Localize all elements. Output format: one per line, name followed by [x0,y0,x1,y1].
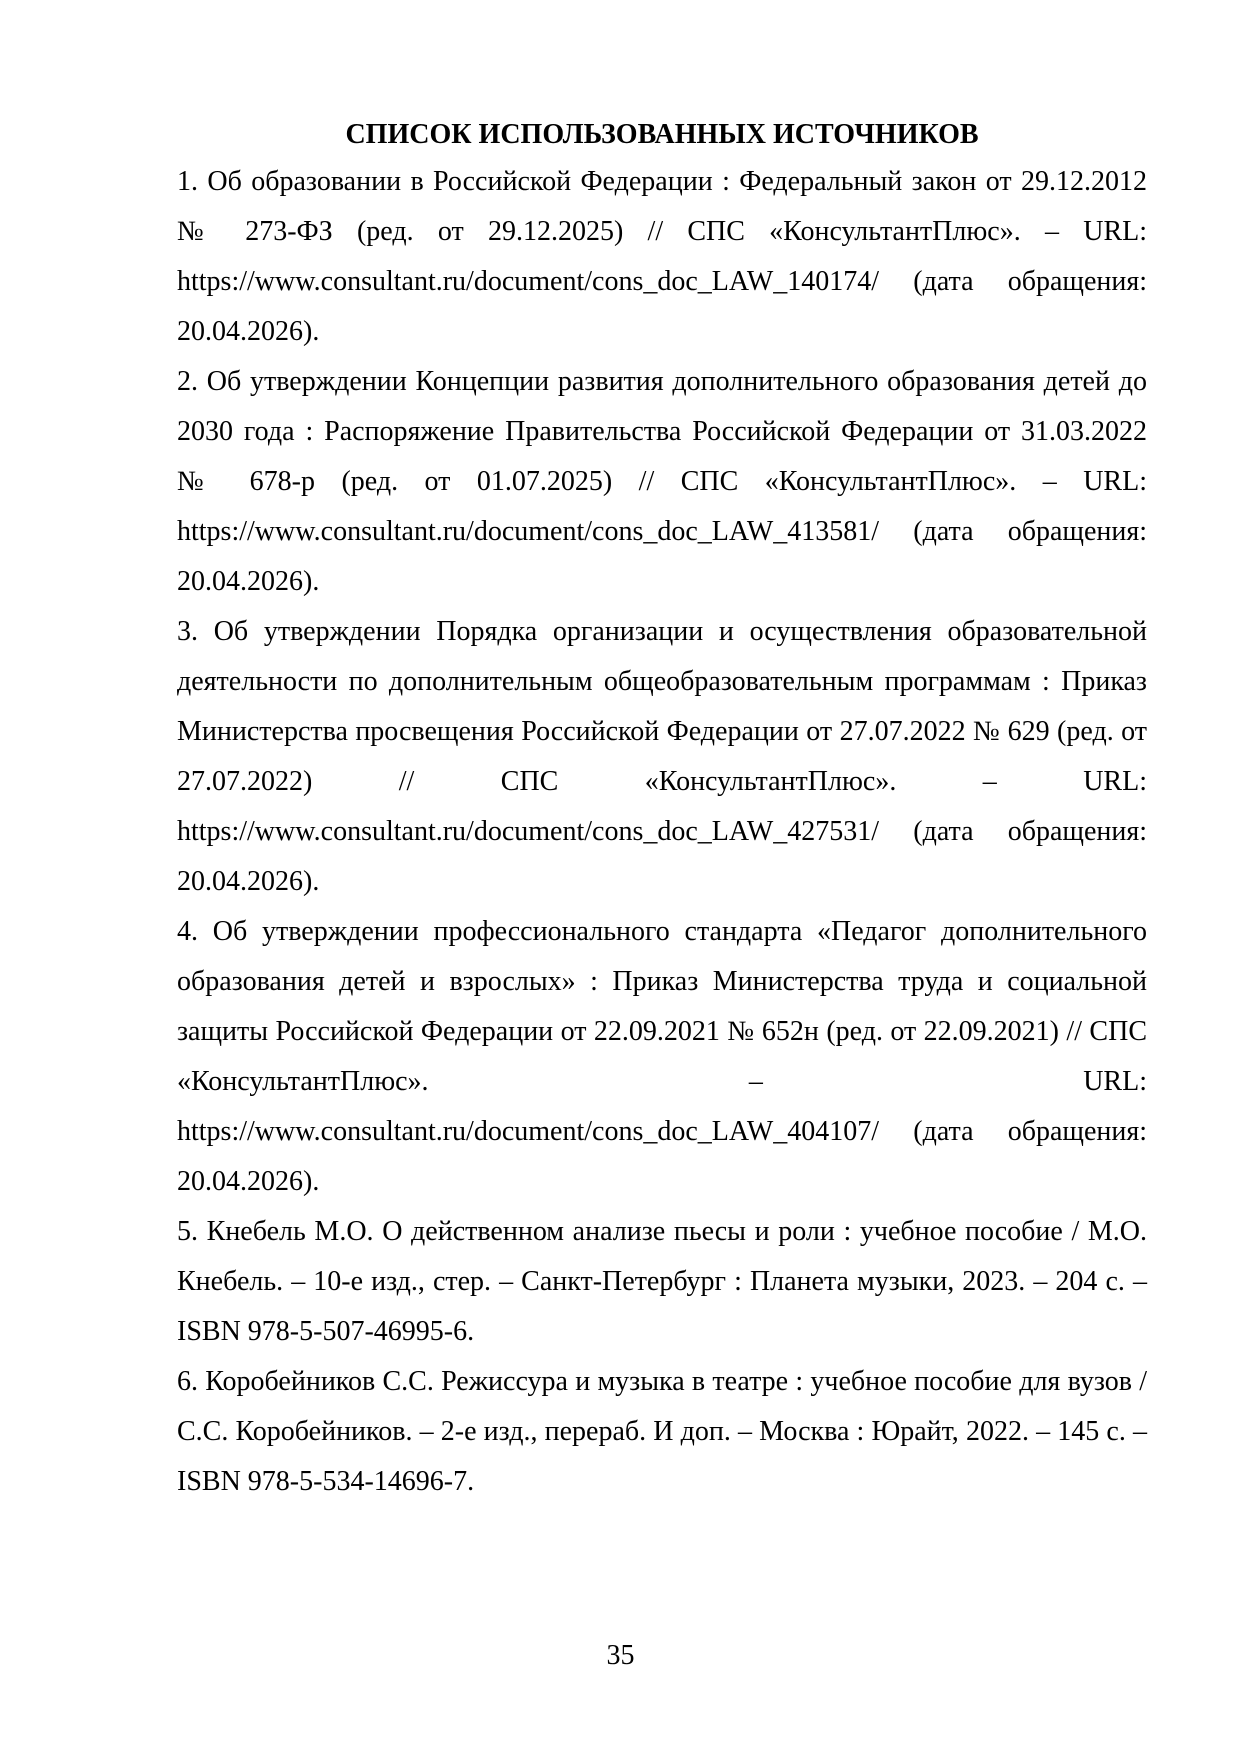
page-content [177,112,1147,1507]
source-item-3: 3. Об утверждении Порядка организации и осуществления образовательной деятельности по дополнительным общеобразовательным программам : Приказ Министерства просвещения Российской Федерации от 27.07.2022 № 629 (ред. от 27.07.2022) // СПС «КонсультантПлюс». – URL: https://www.consultant.ru/document/cons_doc_LAW_427531/ (дата обращения: 20.04.2026). [177,616,1147,897]
source-item-1: 1. Об образовании в Российской Федерации : Федеральный закон от 29.12.2012 № 273-ФЗ (ред. от 29.12.2025) // СПС «КонсультантПлюс». – URL: https://www.consultant.ru/document/cons_doc_LAW_140174/ (дата обращения: 20.04.2026). [177,166,1147,347]
sources-list [177,157,1147,1507]
page-number: 35 [606,1640,635,1671]
source-item-2: 2. Об утверждении Концепции развития дополнительного образования детей до 2030 года : Распоряжение Правительства Российской Федерации от 31.03.2022 № 678-р (ред. от 01.07.2025) // СПС «КонсультантПлюс». – URL: https://www.consultant.ru/document/cons_doc_LAW_413581/ (дата обращения: 20.04.2026). [177,366,1147,597]
source-item-4: 4. Об утверждении профессионального стандарта «Педагог дополнительного образования детей и взрослых» : Приказ Министерства труда и социальной защиты Российской Федерации от 22.09.2021 № 652н (ред. от 22.09.2021) // СПС «КонсультантПлюс». – URL: https://www.consultant.ru/document/cons_doc_LAW_404107/ (дата обращения: 20.04.2026). [177,916,1147,1197]
source-item-6: 6. Коробейников С.С. Режиссура и музыка в театре : учебное пособие для вузов / С.С. Коробейников. – 2-е изд., перераб. И доп. – Москва : Юрайт, 2022. – 145 с. – ISBN 978-5-534-14696-7. [177,1366,1147,1497]
page-title: СПИСОК ИСПОЛЬЗОВАННЫХ ИСТОЧНИКОВ [345,119,979,150]
source-item-5: 5. Кнебель М.О. О действенном анализе пьесы и роли : учебное пособие / М.О. Кнебель. – 10-е изд., стер. – Санкт-Петербург : Планета музыки, 2023. – 204 с. – ISBN 978-5-507-46995-6. [177,1216,1147,1347]
